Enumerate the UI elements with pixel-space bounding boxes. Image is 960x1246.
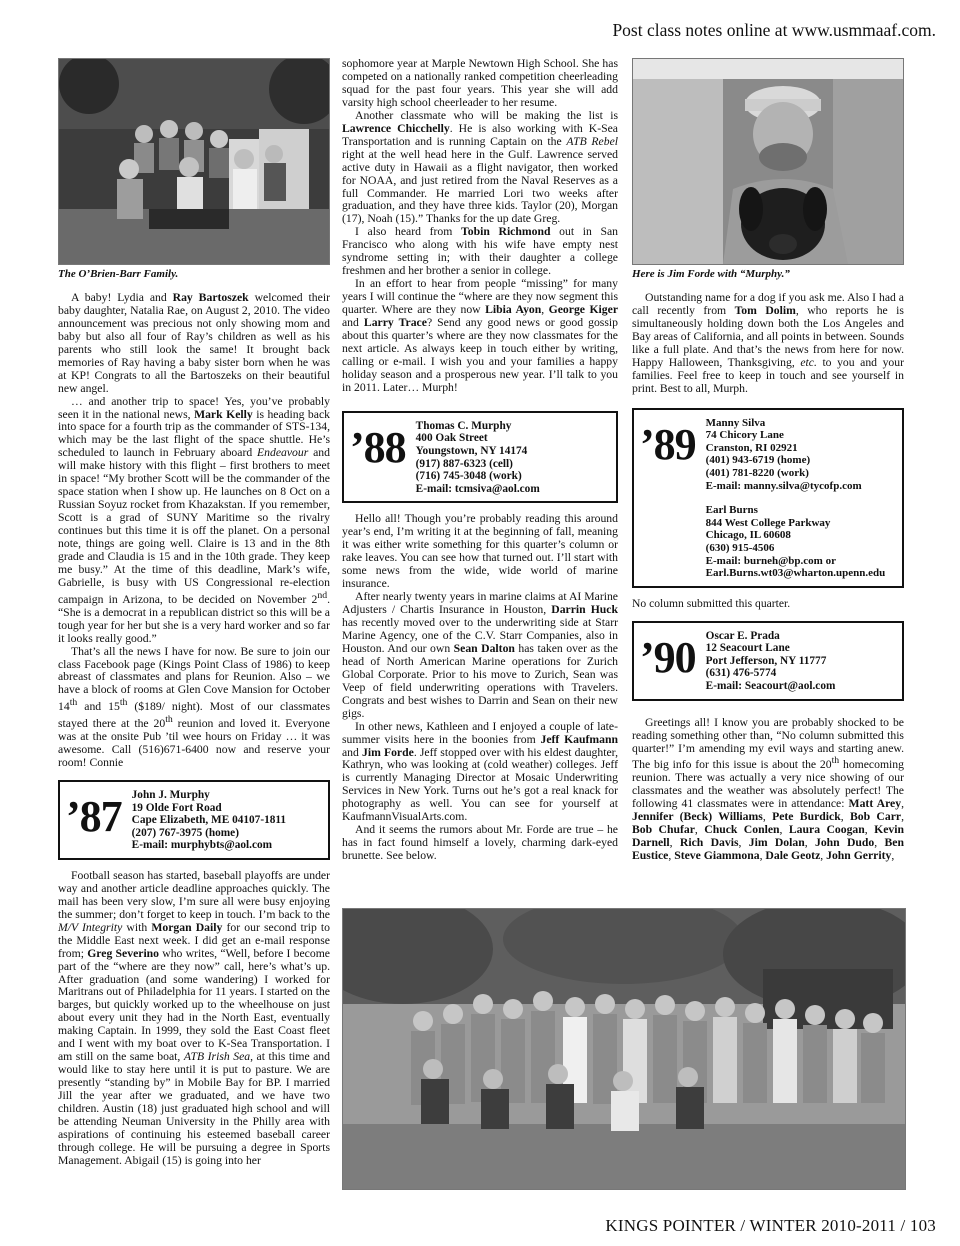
class-1990-contact-box <box>632 621 904 701</box>
no-column-note: No column submitted this quarter. <box>632 596 791 610</box>
contact-city: Youngstown, NY 14174 <box>415 444 528 457</box>
contact-name: Manny Silva <box>705 416 766 429</box>
contact-phone: (917) 887-6323 (cell) <box>415 457 513 470</box>
paragraph: Hello all! Though you’re probably reading this around year’s end, I’m writing it at the beginning of fall, meaning it was either write something for this quarter’s column or rake leaves. You can see how that turned out. I’ll start with some news from the wide, wide world of marine insurance. <box>342 512 618 591</box>
paragraph: After nearly twenty years in marine claims at AI Marine Adjusters / Chartis Insurance in Houston, Darrin Huck has recently moved over to the underwriting side at Starr Marine Agency, one of the C.V. Starr Companies, also in Houston. And our own Sean Dalton has taken over as the head of North American Marine operations for Zurich Global Corporate. Prior to his move to Zurich, Sean was Veep of field underwriting operations with Travelers. Congrats and best wishes to Darrin and Sean on their new gigs. <box>342 590 618 720</box>
contact-info <box>706 417 886 580</box>
paragraph: That’s all the news I have for now. Be sure to join our class Facebook page (Kings Point Class of 1986) to keep abreast of classmates and plans for Reunion. Also – we have a block of rooms at Glen Cove Mansion for October 14th and 15th ($189/ night). Most of our classmates stayed there at the 20th reunion and loved it. Everyone was at the onsite Pub ’til wee hours on Friday … it was awesome. Call (516)671-6400 now and reserve your room! Connie <box>58 644 330 769</box>
contact-email: E-mail: Seacourt@aol.com <box>705 680 836 693</box>
contact-info <box>132 789 286 852</box>
paragraph: Football season has started, baseball playoffs are under way and another article deadline approaches quickly. The mail has been very slow, I’m sure all were busy enjoying the summer; don’t forget to keep in touch. I’m back to the M/V Integrity with Morgan Daily for our second trip to the Middle East next week. I did get an e-mail response from; Greg Severino who writes, “Well, before I become part of the “where are they now” call, here’s what’s up. After graduation (and some wandering) I worked for Maritrans out of Philadelphia for 11 years. I started on the barges, but quickly worked up to the wheelhouse on just about every unit they had in the North East, eventually making Captain. In 1999, they sold the East Coast fleet and I went with my boat over to K-Sea Transportation. I am still on the same boat, ATB Irish Sea, at this time and would like to stay here until it is put to pasture. We are presently “standing by” in Mobile Bay for BP. I married Jill the year after we graduated, and we have two children. Austin (18) just graduated high school and will be attending Neuman University in the Philly area with aspirations of continuing his esteemed baseball career through college. He will be pursuing a degree in Sports Management. Abigail (15) is going into her <box>58 868 331 1167</box>
paragraph: A baby! Lydia and Ray Bartoszek welcomed their baby daughter, Natalia Rae, on August 2, 2010. The video announcement was precious not only showing mom and baby but also all four of Ray’s children as well as his parents who still look the same! It brought back memories of Ray having a baby sister born when he was at KP! Congrats to all the Bartoszeks on their beautiful new angel. <box>58 290 330 395</box>
paragraph: Greetings all! I know you are probably shocked to be reading something other than, “No column submitted this quarter!” I’m amending my evil ways and starting anew. The big info for this issue is about the 20th homecoming reunion. There was actually a very nice showing of our classmates and the weather was absolutely perfect! The following 41 classmates were in attendance: Matt Arey, Jennifer (Beck) Williams, Pete Burdick, Bob Carr, Bob Chufar, Chuck Conlen, Laura Coogan, Kevin Darnell, Rich Davis, Jim Dolan, John Dudo, Ben Eustice, Steve Giammona, Dale Geotz, John Gerrity, <box>632 715 905 863</box>
contact-address-2: 844 West College Parkway <box>705 516 831 529</box>
reunion-group-photo <box>342 908 906 1190</box>
contact-name-2: Earl Burns <box>705 504 758 517</box>
contact-email: E-mail: murphybts@aol.com <box>131 839 273 852</box>
contact-city: Cranston, RI 02921 <box>705 441 798 454</box>
class-1987-contact-box <box>58 780 330 860</box>
contact-city: Cape Elizabeth, ME 04107-1811 <box>131 814 287 827</box>
contact-phone-work: (716) 745-3048 (work) <box>415 470 522 483</box>
paragraph: Outstanding name for a dog if you ask me. Also I had a call recently from Tom Dolim, who reports he is simultaneously holding down both the Los Angeles and Bay areas of California, and all points in between. Sounds like a full plate. And that’s the news from here for now. Happy Halloween, Thanksgiving, etc. to you and your families. Feel free to keep in touch and see yourself in print. Best to all, Murph. <box>632 290 904 395</box>
class-1988-contact-box <box>342 411 618 504</box>
contact-name: Thomas C. Murphy <box>415 419 512 432</box>
paragraph: I also heard from Tobin Richmond out in San Francisco who along with his wife have empty nest syndrome setting in; with their daughter a college freshmen and her brother a senior in college. <box>342 225 618 278</box>
class-1989-contact-box <box>632 408 904 588</box>
contact-email-2b: Earl.Burns.wt03@wharton.upenn.edu <box>705 567 886 580</box>
paragraph: In an effort to hear from people “missing” for many years I will continue the “where are they now segment this quarter. Where are they now Libia Ayon, George Kiger and Larry Trace? Send any good news or good gossip about this quarter’s where are they now classmates for the next article. As always keep in touch either by writing, calling or e-mail. I wish you and your families a happy holiday season and a prosperous new year. I’ll talk to you in 2011. Later… Murph! <box>342 277 619 394</box>
photo-caption: The O’Brien-Barr Family. <box>58 268 179 280</box>
contact-city-2: Chicago, IL 60608 <box>705 529 791 542</box>
column-3 <box>632 58 904 863</box>
jim-forde-murphy-photo <box>632 58 904 265</box>
column-2 <box>342 58 618 863</box>
page-footer: KINGS POINTER / WINTER 2010-2011 / 103 <box>605 1216 936 1235</box>
paragraph: Another classmate who will be making the list is Lawrence Chicchelly. He is also working with K-Sea Transportation and is running Captain on the ATB Rebel right at the well head here in the Gulf. Lawrence served active duty in Hawaii as a flight navigator, then worked for NOAA, and just retired from the Naval Reserves as a full Commander. He married Lori two weeks after graduation, and they have three kids. Taylor (20), Morgan (17), Noah (15).” Thanks for the up date Greg. <box>342 108 619 226</box>
contact-phone: (631) 476-5774 <box>705 667 777 680</box>
paragraph: In other news, Kathleen and I enjoyed a couple of late-summer visits here in the boonies from Jeff Kaufmann and Jim Forde. Jeff stopped over with his eldest daughter, Kathryn, who was looking at (cold weather) colleges. Jeff is currently Managing Director at Mosaic Underwriting Services in New York. Turns out he’s got a real knack for photography as well. You can see for yourself at KaufmannVisualArts.com. <box>342 719 619 824</box>
photo-caption: Here is Jim Forde with “Murphy.” <box>632 268 790 280</box>
contact-address: 12 Seacourt Lane <box>705 642 790 655</box>
obrien-barr-family-photo <box>58 58 330 265</box>
paragraph: … and another trip to space! Yes, you’ve probably seen it in the national news, Mark Kelly is heading back into space for a fourth trip as the commander of STS-134, which may be the last flight of the space shuttle. He’s scheduled to launch in February aboard Endeavour and will make history with this flight – first brothers to meet in space! “My brother Scott will be the commander of the space station when I show up. He launches on 8 Oct on a Russian Soyuz rocket from Khazakstan. If you remember, Scott is a grad of SUNY Maritime so the rivalry continues but this time it is off the planet. On a personal note, things are going well. Claire is 13 and in the 8th grade and Claudia is 15 and in the 10th grade. They keep me busy.” At the time of this deadline, Mark’s wife, Gabrielle, is busy with US Congressional re-election campaign in Arizona, to be decided on November 2nd. “She is a democrat in a republican district so this will be a tough year for her but she is a very hard worker and so far it looks really good.” <box>58 394 330 645</box>
column-1 <box>58 58 330 1168</box>
class-year: ’87 <box>66 791 122 841</box>
paragraph: And it seems the rumors about Mr. Forde are true – he has in fact found himself a lovely, charming dark-eyed brunette. See below. <box>342 823 618 863</box>
contact-email: E-mail: manny.silva@tycofp.com <box>705 479 862 492</box>
contact-name: Oscar E. Prada <box>705 629 780 642</box>
contact-name: John J. Murphy <box>131 788 210 801</box>
class-year: ’88 <box>350 422 406 472</box>
contact-address: 74 Chicory Lane <box>705 429 784 442</box>
contact-email: E-mail: tcmsiva@aol.com <box>415 482 540 495</box>
page-header: Post class notes online at www.usmmaaf.com. <box>612 20 936 40</box>
contact-address: 400 Oak Street <box>415 432 488 445</box>
contact-info <box>416 420 540 496</box>
contact-phone-2: (630) 915-4506 <box>705 541 775 554</box>
contact-info <box>706 630 836 693</box>
contact-phone-work: (401) 781-8220 (work) <box>705 466 809 479</box>
contact-city: Port Jefferson, NY 11777 <box>705 654 827 667</box>
class-year: ’90 <box>640 632 696 682</box>
contact-email-2: E-mail: burneh@bp.com or <box>705 554 836 567</box>
class-year: ’89 <box>640 419 696 469</box>
contact-phone: (207) 767-3975 (home) <box>131 826 239 839</box>
contact-phone: (401) 943-6719 (home) <box>705 454 811 467</box>
paragraph: sophomore year at Marple Newtown High School. She has competed on a nationally ranked competition cheerleading squad for the past four years. This year she will add varsity high school cheerleader to her resume. <box>342 57 618 109</box>
contact-address: 19 Olde Fort Road <box>131 801 222 814</box>
